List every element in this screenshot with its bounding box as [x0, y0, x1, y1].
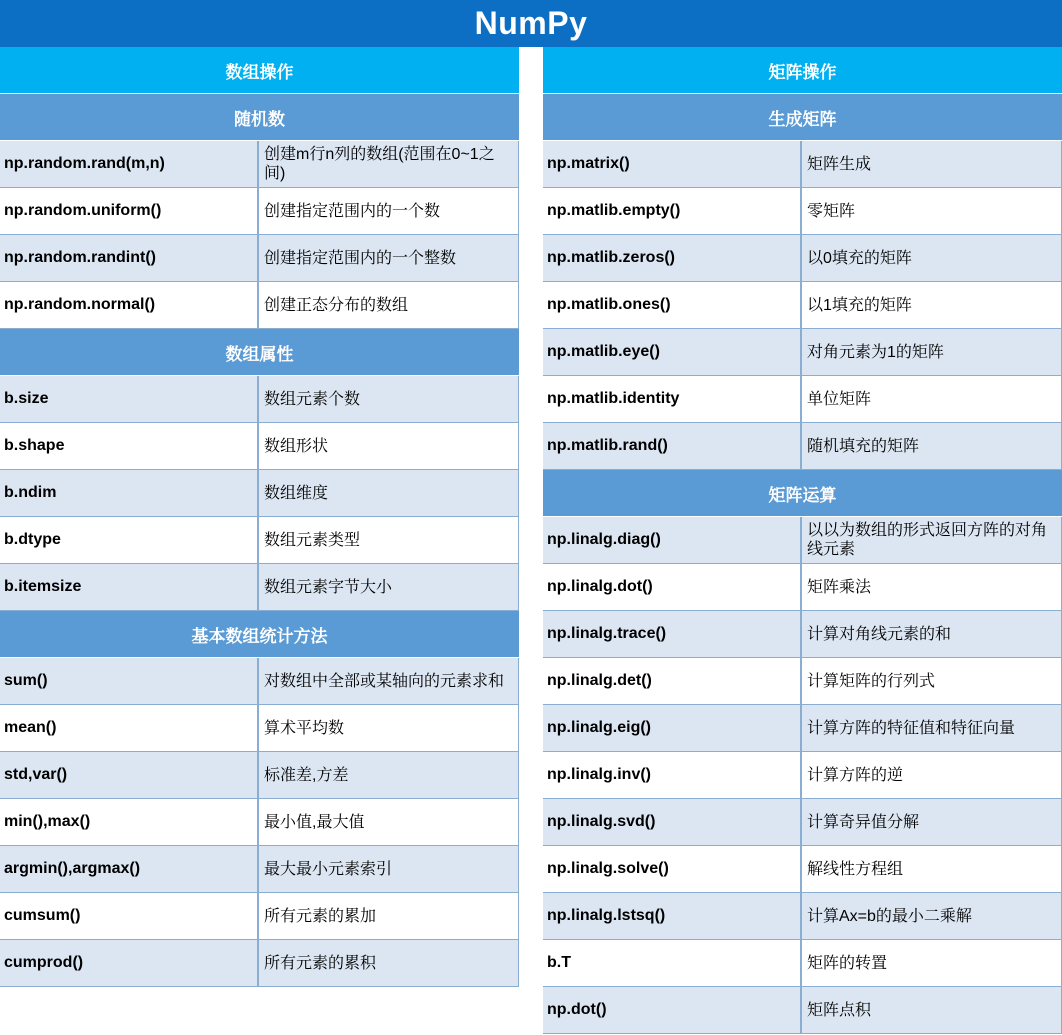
table-row [0, 893, 519, 940]
description-cell: 最大最小元素索引 [259, 846, 519, 892]
function-name-cell: np.matlib.identity [543, 376, 802, 422]
table-row [0, 940, 519, 987]
function-name-cell: np.matlib.zeros() [543, 235, 802, 281]
function-name-cell: np.random.uniform() [0, 188, 259, 234]
table-row [0, 564, 519, 611]
table-row [543, 705, 1062, 752]
function-name-cell: np.linalg.dot() [543, 564, 802, 610]
function-name-cell: np.linalg.det() [543, 658, 802, 704]
description-cell: 计算矩阵的行列式 [802, 658, 1062, 704]
function-name-cell: np.matlib.rand() [543, 423, 802, 469]
description-cell: 解线性方程组 [802, 846, 1062, 892]
table-row [0, 470, 519, 517]
matrix-operations-column [543, 47, 1062, 1034]
function-name-cell: np.linalg.solve() [543, 846, 802, 892]
table-row [0, 752, 519, 799]
table-row [543, 188, 1062, 235]
table-row [543, 752, 1062, 799]
table-row [0, 658, 519, 705]
function-name-cell: np.matrix() [543, 141, 802, 187]
table-row [0, 235, 519, 282]
description-cell: 标准差,方差 [259, 752, 519, 798]
description-cell: 计算方阵的特征值和特征向量 [802, 705, 1062, 751]
table-row [0, 846, 519, 893]
section-header: 生成矩阵 [543, 94, 1062, 141]
left-column-header: 数组操作 [0, 47, 519, 94]
function-name-cell: np.linalg.lstsq() [543, 893, 802, 939]
section-header: 随机数 [0, 94, 519, 141]
table-row [0, 799, 519, 846]
function-name-cell: sum() [0, 658, 259, 704]
function-name-cell: np.random.normal() [0, 282, 259, 328]
description-cell: 创建指定范围内的一个整数 [259, 235, 519, 281]
description-cell: 矩阵点积 [802, 987, 1062, 1033]
function-name-cell: np.random.randint() [0, 235, 259, 281]
table-row [0, 705, 519, 752]
table-row [543, 846, 1062, 893]
function-name-cell: np.dot() [543, 987, 802, 1033]
page-title: NumPy [0, 0, 1062, 47]
function-name-cell: np.linalg.eig() [543, 705, 802, 751]
description-cell: 所有元素的累加 [259, 893, 519, 939]
function-name-cell: np.linalg.diag() [543, 517, 802, 563]
table-row [0, 188, 519, 235]
function-name-cell: b.shape [0, 423, 259, 469]
description-cell: 对数组中全部或某轴向的元素求和 [259, 658, 519, 704]
right-column-header: 矩阵操作 [543, 47, 1062, 94]
function-name-cell: np.linalg.inv() [543, 752, 802, 798]
description-cell: 以以为数组的形式返回方阵的对角线元素 [802, 517, 1062, 563]
table-row [543, 987, 1062, 1034]
function-name-cell: np.matlib.empty() [543, 188, 802, 234]
table-row [543, 282, 1062, 329]
function-name-cell: b.T [543, 940, 802, 986]
description-cell: 数组维度 [259, 470, 519, 516]
description-cell: 随机填充的矩阵 [802, 423, 1062, 469]
description-cell: 计算对角线元素的和 [802, 611, 1062, 657]
function-name-cell: b.ndim [0, 470, 259, 516]
description-cell: 以1填充的矩阵 [802, 282, 1062, 328]
table-row [543, 658, 1062, 705]
table-row [0, 141, 519, 188]
function-name-cell: np.linalg.trace() [543, 611, 802, 657]
description-cell: 计算Ax=b的最小二乘解 [802, 893, 1062, 939]
table-row [543, 235, 1062, 282]
table-row [543, 376, 1062, 423]
table-row [0, 376, 519, 423]
description-cell: 数组形状 [259, 423, 519, 469]
section-header: 数组属性 [0, 329, 519, 376]
array-operations-column [0, 47, 519, 987]
table-row [543, 611, 1062, 658]
function-name-cell: argmin(),argmax() [0, 846, 259, 892]
description-cell: 矩阵生成 [802, 141, 1062, 187]
description-cell: 对角元素为1的矩阵 [802, 329, 1062, 375]
table-row [543, 329, 1062, 376]
function-name-cell: b.size [0, 376, 259, 422]
description-cell: 计算方阵的逆 [802, 752, 1062, 798]
description-cell: 创建指定范围内的一个数 [259, 188, 519, 234]
table-row [0, 517, 519, 564]
function-name-cell: np.random.rand(m,n) [0, 141, 259, 187]
function-name-cell: cumprod() [0, 940, 259, 986]
description-cell: 以0填充的矩阵 [802, 235, 1062, 281]
table-row [543, 564, 1062, 611]
table-row [543, 940, 1062, 987]
table-row [543, 517, 1062, 564]
table-row [543, 141, 1062, 188]
description-cell: 所有元素的累积 [259, 940, 519, 986]
function-name-cell: np.linalg.svd() [543, 799, 802, 845]
function-name-cell: np.matlib.ones() [543, 282, 802, 328]
function-name-cell: b.dtype [0, 517, 259, 563]
function-name-cell: std,var() [0, 752, 259, 798]
description-cell: 创建m行n列的数组(范围在0~1之间) [259, 141, 519, 187]
description-cell: 数组元素个数 [259, 376, 519, 422]
function-name-cell: min(),max() [0, 799, 259, 845]
table-row [543, 423, 1062, 470]
description-cell: 数组元素字节大小 [259, 564, 519, 610]
function-name-cell: mean() [0, 705, 259, 751]
description-cell: 零矩阵 [802, 188, 1062, 234]
description-cell: 矩阵的转置 [802, 940, 1062, 986]
description-cell: 矩阵乘法 [802, 564, 1062, 610]
table-row [543, 893, 1062, 940]
description-cell: 单位矩阵 [802, 376, 1062, 422]
function-name-cell: cumsum() [0, 893, 259, 939]
function-name-cell: b.itemsize [0, 564, 259, 610]
description-cell: 算术平均数 [259, 705, 519, 751]
section-header: 矩阵运算 [543, 470, 1062, 517]
table-row [0, 423, 519, 470]
table-row [543, 799, 1062, 846]
table-row [0, 282, 519, 329]
function-name-cell: np.matlib.eye() [543, 329, 802, 375]
section-header: 基本数组统计方法 [0, 611, 519, 658]
description-cell: 创建正态分布的数组 [259, 282, 519, 328]
description-cell: 最小值,最大值 [259, 799, 519, 845]
description-cell: 数组元素类型 [259, 517, 519, 563]
description-cell: 计算奇异值分解 [802, 799, 1062, 845]
